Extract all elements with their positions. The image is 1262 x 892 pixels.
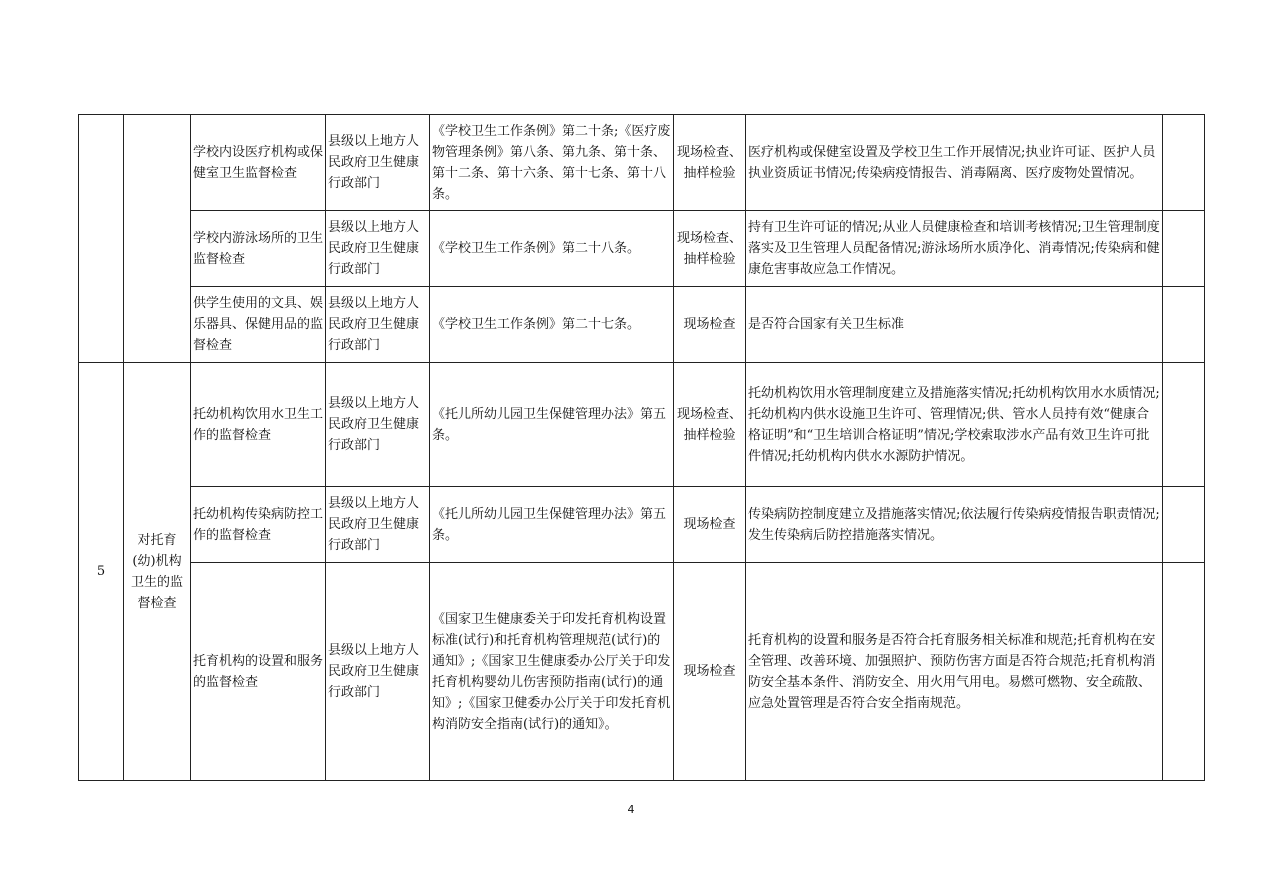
method-cell: 现场检查、抽样检验 xyxy=(674,211,746,287)
item-cell: 托育机构的设置和服务的监督检查 xyxy=(191,563,326,781)
item-cell: 托幼机构饮用水卫生工作的监督检查 xyxy=(191,363,326,487)
content-cell: 托幼机构饮用水管理制度建立及措施落实情况;托幼机构饮用水水质情况;托幼机构内供水设施卫生许可、管理情况;供、管水人员持有效“健康合格证明”和“卫生培训合格证明”情况;学校索取涉水产品有效卫生许可批件情况;托幼机构内供水水源防护情况。 xyxy=(746,363,1163,487)
basis-cell: 《学校卫生工作条例》第二十条;《医疗废物管理条例》第八条、第九条、第十条、第十二条、第十六条、第十七条、第十八条。 xyxy=(430,115,674,211)
table-row xyxy=(79,287,1205,363)
method-cell: 现场检查、抽样检验 xyxy=(674,363,746,487)
method-cell: 现场检查 xyxy=(674,563,746,781)
method-cell: 现场检查、抽样检验 xyxy=(674,115,746,211)
basis-cell: 《国家卫生健康委关于印发托育机构设置标准(试行)和托育机构管理规范(试行)的通知》;《国家卫生健康委办公厅关于印发托育机构婴幼儿伤害预防指南(试行)的通知》;《国家卫健委办公厅关于印发托育机构消防安全指南(试行)的通知》。 xyxy=(430,563,674,781)
content-cell: 传染病防控制度建立及措施落实情况;依法履行传染病疫情报告职责情况;发生传染病后防控措施落实情况。 xyxy=(746,487,1163,563)
subject-cell: 县级以上地方人民政府卫生健康行政部门 xyxy=(326,487,430,563)
table-row xyxy=(79,115,1205,211)
item-cell: 学校内设医疗机构或保健室卫生监督检查 xyxy=(191,115,326,211)
basis-cell: 《学校卫生工作条例》第二十七条。 xyxy=(430,287,674,363)
basis-cell: 《托儿所幼儿园卫生保健管理办法》第五条。 xyxy=(430,487,674,563)
content-cell: 持有卫生许可证的情况;从业人员健康检查和培训考核情况;卫生管理制度落实及卫生管理人员配备情况;游泳场所水质净化、消毒情况;传染病和健康危害事故应急工作情况。 xyxy=(746,211,1163,287)
remark-cell xyxy=(1163,487,1205,563)
item-cell: 托幼机构传染病防控工作的监督检查 xyxy=(191,487,326,563)
category-cell: 对托育(幼)机构卫生的监督检查 xyxy=(124,363,191,781)
content-cell: 是否符合国家有关卫生标准 xyxy=(746,287,1163,363)
content-cell: 医疗机构或保健室设置及学校卫生工作开展情况;执业许可证、医护人员执业资质证书情况;传染病疫情报告、消毒隔离、医疗废物处置情况。 xyxy=(746,115,1163,211)
method-cell: 现场检查 xyxy=(674,487,746,563)
category-cell xyxy=(124,115,191,363)
table-row xyxy=(79,563,1205,781)
seq-cell: 5 xyxy=(79,363,124,781)
remark-cell xyxy=(1163,287,1205,363)
remark-cell xyxy=(1163,115,1205,211)
remark-cell xyxy=(1163,211,1205,287)
subject-cell: 县级以上地方人民政府卫生健康行政部门 xyxy=(326,287,430,363)
table-row xyxy=(79,363,1205,487)
seq-cell xyxy=(79,115,124,363)
subject-cell: 县级以上地方人民政府卫生健康行政部门 xyxy=(326,115,430,211)
table-row xyxy=(79,487,1205,563)
page-number: 4 xyxy=(627,803,635,816)
inspection-table xyxy=(78,114,1205,781)
remark-cell xyxy=(1163,563,1205,781)
basis-cell: 《托儿所幼儿园卫生保健管理办法》第五条。 xyxy=(430,363,674,487)
subject-cell: 县级以上地方人民政府卫生健康行政部门 xyxy=(326,563,430,781)
subject-cell: 县级以上地方人民政府卫生健康行政部门 xyxy=(326,211,430,287)
method-cell: 现场检查 xyxy=(674,287,746,363)
content-cell: 托育机构的设置和服务是否符合托育服务相关标准和规范;托育机构在安全管理、改善环境、加强照护、预防伤害方面是否符合规范;托育机构消防安全基本条件、消防安全、用火用气用电。易燃可燃物、安全疏散、应急处置管理是否符合安全指南规范。 xyxy=(746,563,1163,781)
subject-cell: 县级以上地方人民政府卫生健康行政部门 xyxy=(326,363,430,487)
table-row xyxy=(79,211,1205,287)
item-cell: 供学生使用的文具、娱乐器具、保健用品的监督检查 xyxy=(191,287,326,363)
basis-cell: 《学校卫生工作条例》第二十八条。 xyxy=(430,211,674,287)
remark-cell xyxy=(1163,363,1205,487)
item-cell: 学校内游泳场所的卫生监督检查 xyxy=(191,211,326,287)
